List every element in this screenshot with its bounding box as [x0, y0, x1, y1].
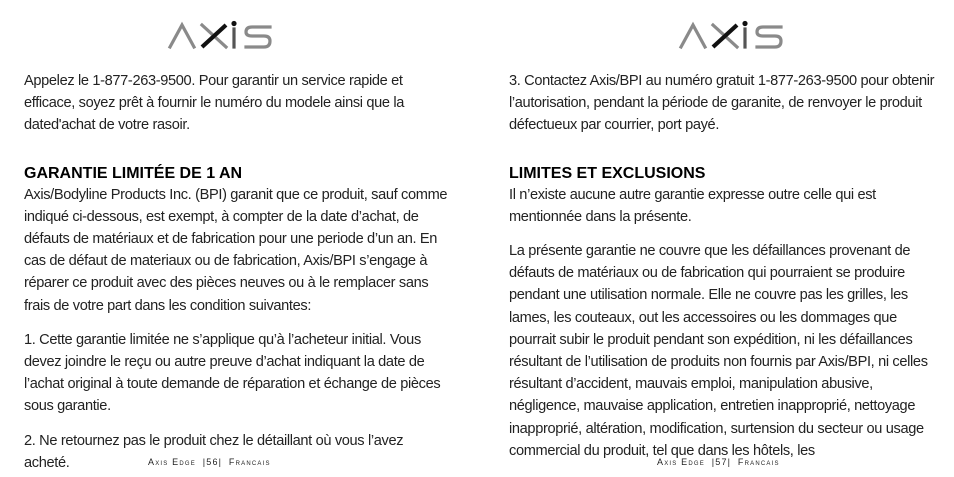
footer-language: Francais	[228, 457, 271, 467]
footer-language: Francais	[737, 457, 780, 467]
axis-logo	[166, 20, 276, 50]
footer-brand: Axis Edge	[657, 457, 705, 467]
axis-logo-icon	[166, 20, 276, 50]
warranty-item-2: 2. Ne retournez pas le produit chez le détaillant où vous l’avez acheté.	[24, 432, 404, 471]
exclusions-paragraph-1: Il n’existe aucune autre garantie expresse outre celle qui est mentionnée dans la présente.	[509, 186, 876, 225]
left-page-content	[24, 70, 452, 474]
axis-logo	[677, 20, 787, 50]
warranty-item-1: 1. Cette garantie limitée ne s’applique qu’à l’acheteur initial. Vous devez joindre le reçu ou autre preuve d’achat indiquant la date de l’achat original à toute demande de réparation et échange de pièces sous garantie.	[24, 331, 441, 415]
right-page	[477, 0, 954, 477]
footer-page-number: 56	[206, 457, 219, 467]
footer-brand: Axis Edge	[148, 457, 196, 467]
warranty-item-3: 3. Contactez Axis/BPI au numéro gratuit 1-877-263-9500 pour obtenir l’autorisation, pendant la période de garanite, de renvoyer le produit défectueux par courrier, port payé.	[509, 73, 935, 134]
page-footer-right: Axis Edge |57| Francais	[657, 457, 780, 467]
exclusions-heading: LIMITES ET EXCLUSIONS	[509, 164, 706, 182]
exclusions-paragraph-2: La présente garantie ne couvre que les défaillances provenant de défauts de matériaux ou de fabrication qui pourraient se produire pendant une utilisation normale. Elle ne couvre pas les grilles, les lames, les couteaux, out les accessoires ou les dommages que pourrait subir le produit pendant son expédition, ni les défaillances résultant de l’utilisation de produits non fournis par Axis/BPI, ni celles résultant d’accident, mauvais emploi, manipulation abusive, négligence, mauvaise application, entretien inapproprié, nettoyage inapproprié, altération, modification, surtension du secteur ou usage commercial du produit, tel que dans les hôtels, les	[509, 243, 928, 459]
right-page-content	[509, 70, 935, 462]
intro-paragraph: Appelez le 1-877-263-9500. Pour garantir un service rapide et efficace, soyez prêt à fournir le numéro du modele ainsi que la dated'achat de votre rasoir.	[24, 73, 405, 134]
footer-page-number: 57	[715, 457, 728, 467]
warranty-body: Axis/Bodyline Products Inc. (BPI) garanit que ce produit, sauf comme indiqué ci-dessous, est exempt, à compter de la date d’achat, de défauts de matériaux et de fabrication pour une periode d’un an. En cas de défaut de materiaux ou de fabrication, Axis/BPI s’engage à réparer ce produit avec des pièces neuves ou à le remplacer sans frais de votre part dans les condition suivantes:	[24, 186, 448, 314]
warranty-heading: GARANTIE LIMITÉE DE 1 AN	[24, 164, 243, 182]
page-footer-left: Axis Edge |56| Francais	[148, 457, 271, 467]
axis-logo-icon	[677, 20, 787, 50]
